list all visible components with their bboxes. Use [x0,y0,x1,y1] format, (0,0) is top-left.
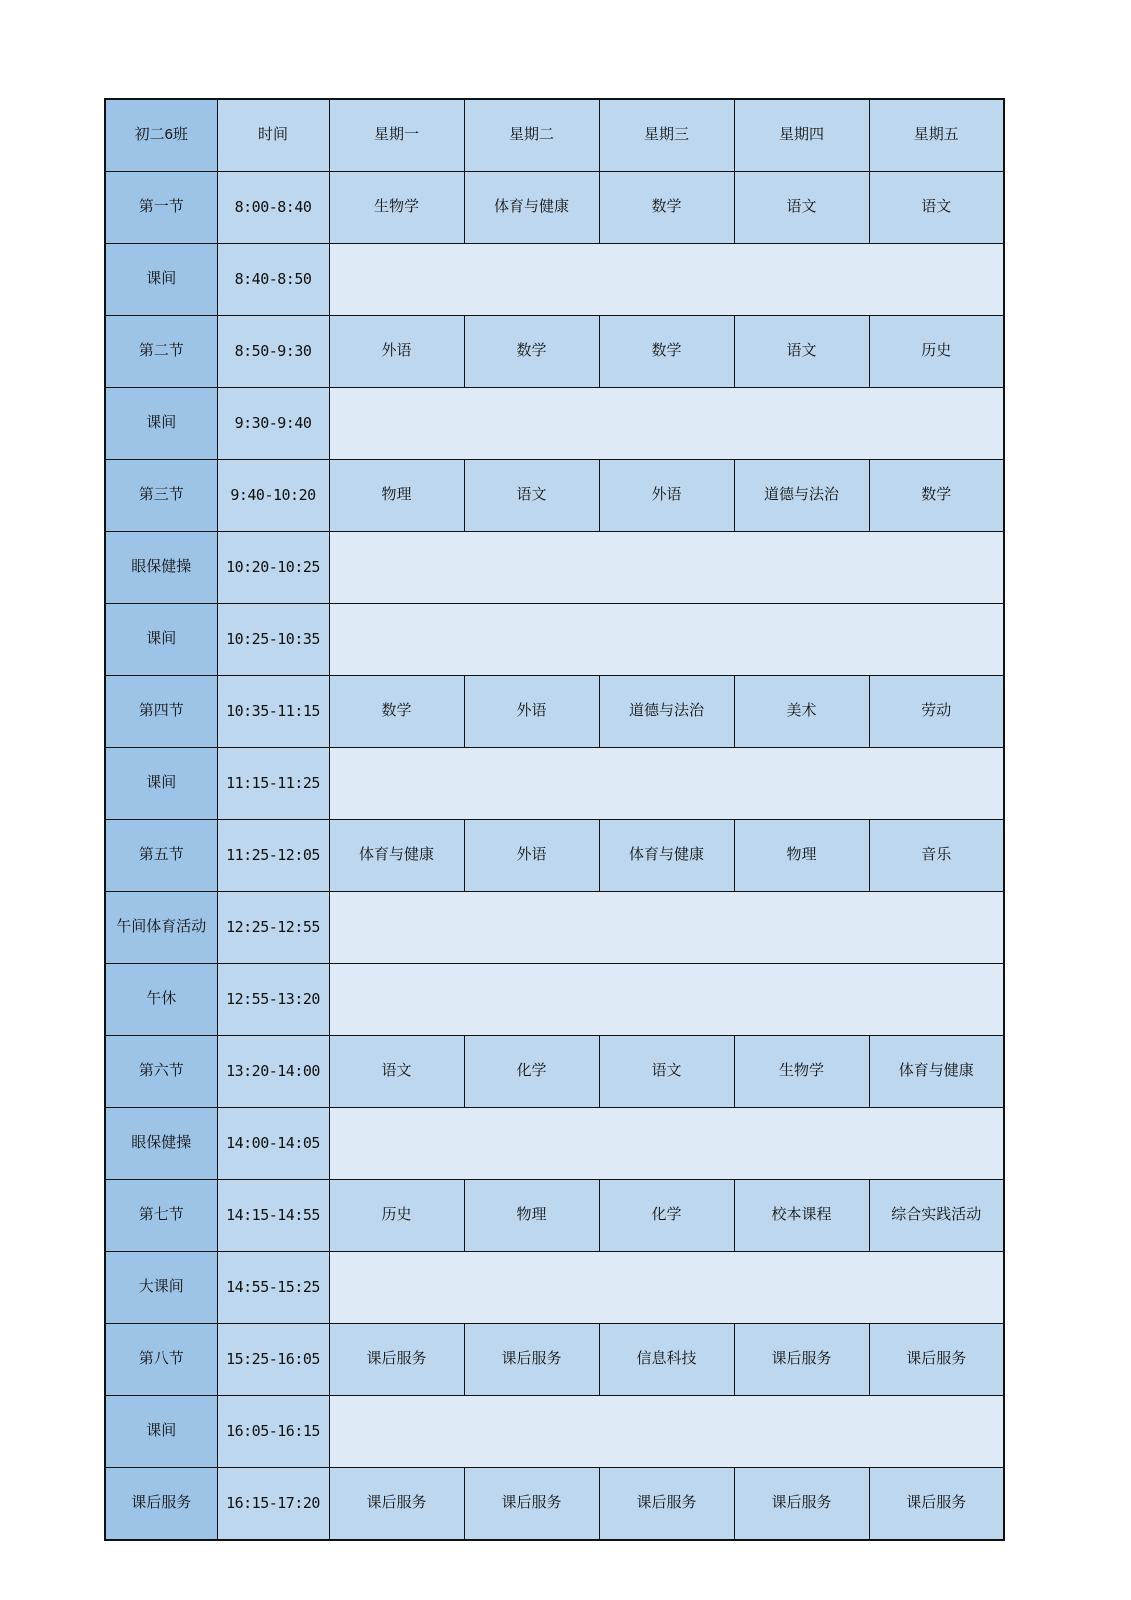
table-header-row [105,99,1004,172]
period-time-cell: 10:20-10:25 [217,532,329,604]
subject-cell: 课后服务 [599,1468,734,1541]
break-span-cell [329,388,1004,460]
period-time-cell: 16:15-17:20 [217,1468,329,1541]
subject-cell: 外语 [329,316,464,388]
schedule-table-container [104,98,1004,1541]
break-span-cell [329,1252,1004,1324]
subject-cell: 物理 [734,820,869,892]
break-span-cell [329,1396,1004,1468]
period-time-cell: 12:25-12:55 [217,892,329,964]
period-label-cell: 课间 [105,604,217,676]
subject-cell: 美术 [734,676,869,748]
subject-cell: 语文 [734,172,869,244]
subject-cell: 体育与健康 [329,820,464,892]
period-time-cell: 8:40-8:50 [217,244,329,316]
subject-cell: 数学 [464,316,599,388]
break-span-cell [329,892,1004,964]
break-span-cell [329,604,1004,676]
subject-cell: 劳动 [869,676,1004,748]
subject-cell: 物理 [464,1180,599,1252]
corner-label: 初二6班 [105,99,217,172]
table-row [105,892,1004,964]
subject-cell: 综合实践活动 [869,1180,1004,1252]
subject-cell: 校本课程 [734,1180,869,1252]
period-label-cell: 午休 [105,964,217,1036]
period-time-cell: 10:25-10:35 [217,604,329,676]
period-time-cell: 14:00-14:05 [217,1108,329,1180]
subject-cell: 数学 [329,676,464,748]
table-row [105,460,1004,532]
period-label-cell: 第一节 [105,172,217,244]
period-label-cell: 第二节 [105,316,217,388]
subject-cell: 数学 [599,172,734,244]
subject-cell: 外语 [464,676,599,748]
period-label-cell: 眼保健操 [105,532,217,604]
table-row [105,1324,1004,1396]
day-column-header: 星期二 [464,99,599,172]
period-label-cell: 课间 [105,1396,217,1468]
table-row [105,1108,1004,1180]
subject-cell: 历史 [329,1180,464,1252]
table-row [105,820,1004,892]
period-label-cell: 第四节 [105,676,217,748]
period-label-cell: 课间 [105,244,217,316]
subject-cell: 体育与健康 [464,172,599,244]
subject-cell: 道德与法治 [599,676,734,748]
period-label-cell: 课后服务 [105,1468,217,1541]
table-row [105,1180,1004,1252]
period-time-cell: 9:30-9:40 [217,388,329,460]
table-row [105,1036,1004,1108]
table-row [105,748,1004,820]
period-time-cell: 14:55-15:25 [217,1252,329,1324]
break-span-cell [329,964,1004,1036]
subject-cell: 道德与法治 [734,460,869,532]
subject-cell: 历史 [869,316,1004,388]
period-time-cell: 13:20-14:00 [217,1036,329,1108]
subject-cell: 课后服务 [464,1468,599,1541]
table-row [105,388,1004,460]
break-span-cell [329,532,1004,604]
period-time-cell: 8:00-8:40 [217,172,329,244]
subject-cell: 语文 [599,1036,734,1108]
subject-cell: 语文 [329,1036,464,1108]
subject-cell: 生物学 [329,172,464,244]
table-row [105,604,1004,676]
subject-cell: 课后服务 [869,1468,1004,1541]
table-row [105,1252,1004,1324]
subject-cell: 课后服务 [734,1468,869,1541]
day-column-header: 星期五 [869,99,1004,172]
subject-cell: 化学 [599,1180,734,1252]
table-row [105,1396,1004,1468]
break-span-cell [329,748,1004,820]
table-row [105,964,1004,1036]
subject-cell: 课后服务 [869,1324,1004,1396]
break-span-cell [329,1108,1004,1180]
subject-cell: 课后服务 [329,1468,464,1541]
period-time-cell: 10:35-11:15 [217,676,329,748]
subject-cell: 课后服务 [329,1324,464,1396]
subject-cell: 课后服务 [464,1324,599,1396]
period-time-cell: 8:50-9:30 [217,316,329,388]
period-label-cell: 眼保健操 [105,1108,217,1180]
day-column-header: 星期三 [599,99,734,172]
subject-cell: 化学 [464,1036,599,1108]
table-row [105,172,1004,244]
schedule-body [105,99,1004,1540]
period-time-cell: 16:05-16:15 [217,1396,329,1468]
break-span-cell [329,244,1004,316]
subject-cell: 生物学 [734,1036,869,1108]
time-column-header: 时间 [217,99,329,172]
subject-cell: 语文 [734,316,869,388]
subject-cell: 语文 [869,172,1004,244]
period-time-cell: 14:15-14:55 [217,1180,329,1252]
day-column-header: 星期四 [734,99,869,172]
subject-cell: 数学 [869,460,1004,532]
subject-cell: 课后服务 [734,1324,869,1396]
period-label-cell: 第三节 [105,460,217,532]
period-label-cell: 第五节 [105,820,217,892]
period-time-cell: 9:40-10:20 [217,460,329,532]
class-schedule-table [104,98,1005,1541]
period-time-cell: 11:15-11:25 [217,748,329,820]
period-time-cell: 15:25-16:05 [217,1324,329,1396]
subject-cell: 外语 [599,460,734,532]
subject-cell: 音乐 [869,820,1004,892]
table-row [105,316,1004,388]
period-label-cell: 课间 [105,388,217,460]
table-row [105,1468,1004,1541]
period-label-cell: 课间 [105,748,217,820]
subject-cell: 体育与健康 [599,820,734,892]
table-row [105,676,1004,748]
period-label-cell: 第六节 [105,1036,217,1108]
subject-cell: 体育与健康 [869,1036,1004,1108]
period-time-cell: 12:55-13:20 [217,964,329,1036]
subject-cell: 数学 [599,316,734,388]
subject-cell: 信息科技 [599,1324,734,1396]
subject-cell: 外语 [464,820,599,892]
table-row [105,532,1004,604]
period-time-cell: 11:25-12:05 [217,820,329,892]
table-row [105,244,1004,316]
subject-cell: 物理 [329,460,464,532]
period-label-cell: 第七节 [105,1180,217,1252]
period-label-cell: 午间体育活动 [105,892,217,964]
day-column-header: 星期一 [329,99,464,172]
period-label-cell: 大课间 [105,1252,217,1324]
subject-cell: 语文 [464,460,599,532]
period-label-cell: 第八节 [105,1324,217,1396]
